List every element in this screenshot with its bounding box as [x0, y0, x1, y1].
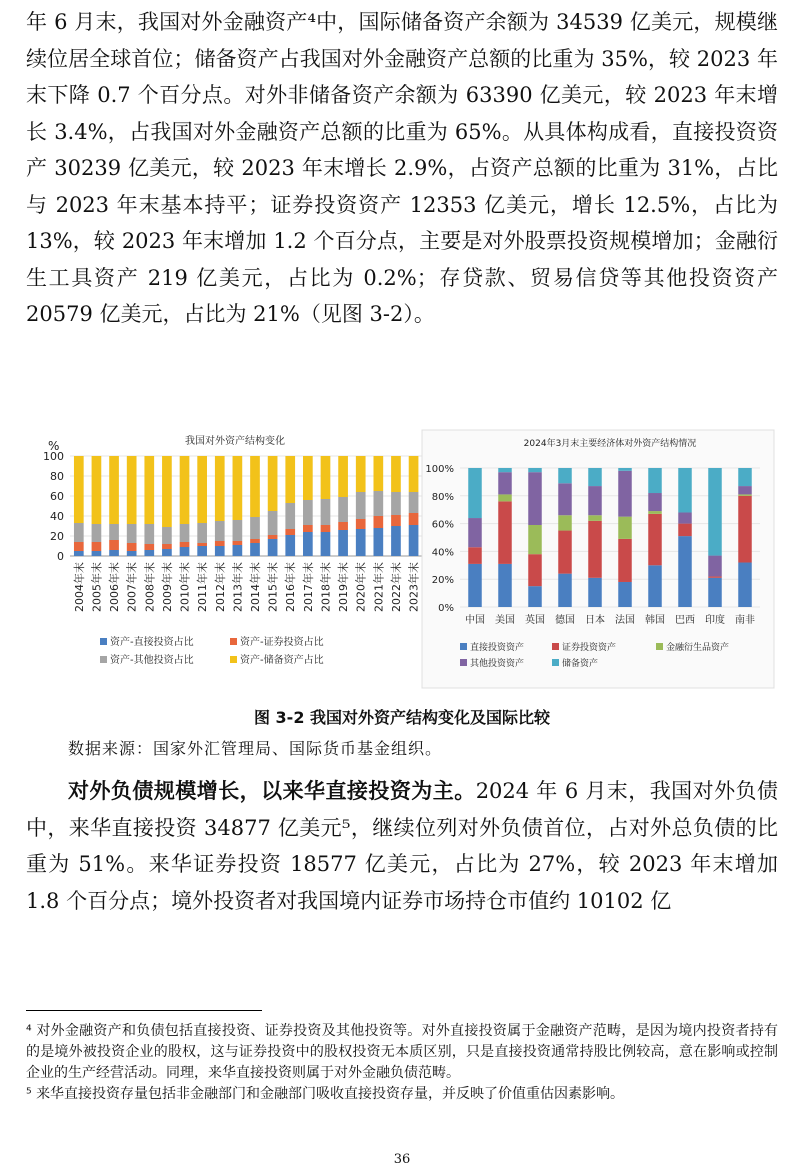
chart-1-bar-segment — [268, 511, 278, 535]
chart-2-bar-segment — [558, 531, 572, 574]
chart-1-bar-segment — [409, 525, 419, 556]
chart-1-bar-segment — [373, 516, 383, 528]
chart-1-bar-segment — [338, 530, 348, 556]
chart-2-bar-segment — [498, 494, 512, 501]
chart-2-bar-segment — [528, 586, 542, 607]
chart-1-bar-segment — [215, 521, 225, 541]
chart-1-bar-segment — [373, 456, 383, 491]
chart-1-legend-swatch — [100, 638, 107, 645]
chart-1-bar-segment — [303, 525, 313, 532]
chart-2-bar-segment — [468, 564, 482, 607]
chart-2-legend-label: 其他投资资产 — [470, 659, 525, 669]
chart-1-bar-segment — [356, 456, 366, 492]
chart-1-bar-segment — [285, 535, 295, 556]
chart-1-bar-segment — [356, 519, 366, 529]
chart-1-bar-segment — [268, 539, 278, 556]
chart-1-x-tick: 2007年末 — [125, 562, 139, 612]
chart-1-x-tick: 2023年末 — [407, 562, 421, 612]
chart-1-bar-segment — [215, 456, 225, 521]
chart-1-bar-segment — [338, 522, 348, 530]
chart-2-bar-segment — [468, 518, 482, 547]
chart-1-bar-segment — [250, 539, 260, 543]
chart-2-bar-segment — [708, 468, 722, 556]
chart-2-x-tick: 日本 — [585, 615, 605, 626]
chart-2-x-tick: 巴西 — [675, 615, 695, 626]
chart-1-bar-segment — [162, 544, 172, 549]
chart-2-legend-swatch — [552, 659, 559, 666]
chart-1-bar-segment — [373, 528, 383, 556]
chart-1-bar-segment — [144, 550, 154, 556]
chart-2-legend-label: 储备资产 — [562, 659, 599, 669]
figure-source: 数据来源：国家外汇管理局、国际货币基金组织。 — [68, 739, 443, 758]
chart-1-x-tick: 2009年末 — [160, 562, 174, 612]
chart-1-bar-segment — [180, 524, 190, 542]
chart-1-x-tick: 2019年末 — [337, 562, 351, 612]
chart-1-bar-segment — [250, 517, 260, 539]
chart-1-bar-segment — [144, 456, 154, 524]
chart-2-bar-segment — [678, 524, 692, 537]
chart-1-x-tick: 2012年末 — [213, 562, 227, 612]
chart-2-x-tick: 南非 — [735, 615, 755, 626]
footnote-divider — [26, 1010, 262, 1011]
chart-1-y-tick: 100 — [43, 450, 64, 463]
chart-2-bar-segment — [648, 493, 662, 511]
figure-title: 图 3-2 我国对外资产结构变化及国际比较 — [253, 708, 551, 727]
chart-1-bar-segment — [162, 527, 172, 544]
chart-2-bar-segment — [648, 514, 662, 565]
chart-1-bar-segment — [233, 456, 243, 520]
chart-1-x-tick: 2010年末 — [178, 562, 192, 612]
chart-2-x-tick: 印度 — [705, 615, 725, 626]
chart-2-x-tick: 韩国 — [645, 615, 665, 626]
chart-1-bar-segment — [356, 529, 366, 556]
chart-2-legend-label: 金融衍生品资产 — [666, 643, 730, 653]
chart-1-bar-segment — [197, 523, 207, 543]
chart-2-y-tick: 40% — [431, 547, 454, 559]
chart-1-bar-segment — [285, 503, 295, 529]
chart-2-bar-segment — [618, 468, 632, 471]
chart-2-title: 2024年3月末主要经济体对外资产结构情况 — [523, 439, 697, 449]
chart-2-legend-label: 直接投资资产 — [470, 643, 525, 653]
chart-1-bar-segment — [74, 551, 84, 556]
chart-1-bar-segment — [391, 456, 401, 492]
chart-1-bar-segment — [391, 526, 401, 556]
chart-2-bar-segment — [738, 496, 752, 563]
chart-1-bar-segment — [233, 541, 243, 545]
chart-1-x-tick: 2020年末 — [354, 562, 368, 612]
chart-1-bar-segment — [391, 492, 401, 515]
chart-1-x-tick: 2021年末 — [372, 562, 386, 612]
chart-2-bar-segment — [528, 554, 542, 586]
chart-1-bar-segment — [197, 456, 207, 523]
domestic-asset-structure-chart — [30, 428, 450, 698]
chart-1-title: 我国对外资产结构变化 — [185, 436, 285, 447]
international-asset-structure-chart — [420, 428, 780, 698]
chart-1-bar-segment — [303, 532, 313, 556]
chart-1-legend-swatch — [230, 638, 237, 645]
chart-2-bar-segment — [468, 468, 482, 518]
chart-1-bar-segment — [215, 541, 225, 546]
chart-1-x-tick: 2013年末 — [231, 562, 245, 612]
chart-1-bar-segment — [356, 492, 366, 519]
chart-2-bar-segment — [678, 512, 692, 523]
chart-1-bar-segment — [233, 545, 243, 556]
chart-1-bar-segment — [409, 456, 419, 492]
chart-2-bar-segment — [708, 578, 722, 607]
chart-2-bar-segment — [558, 468, 572, 483]
chart-1-bar-segment — [321, 456, 331, 499]
chart-2-bar-segment — [588, 515, 602, 521]
chart-2-bar-segment — [498, 564, 512, 607]
chart-1-bar-segment — [303, 500, 313, 525]
chart-1-y-tick: 40 — [50, 510, 64, 523]
chart-1-y-tick: 20 — [50, 530, 64, 543]
chart-2-bar-segment — [588, 468, 602, 486]
chart-1-x-tick: 2018年末 — [319, 562, 333, 612]
chart-2-bar-segment — [498, 501, 512, 564]
chart-2-x-tick: 法国 — [615, 615, 635, 626]
chart-1-x-tick: 2011年末 — [196, 562, 210, 612]
chart-1-bar-segment — [197, 546, 207, 556]
chart-1-bar-segment — [74, 456, 84, 523]
chart-1-bar-segment — [109, 540, 119, 550]
chart-2-bar-segment — [618, 471, 632, 517]
chart-1-bar-segment — [373, 491, 383, 516]
chart-1-bar-segment — [127, 551, 137, 556]
chart-1-x-tick: 2014年末 — [249, 562, 262, 612]
chart-2-bar-segment — [468, 547, 482, 564]
chart-1-bar-segment — [74, 542, 84, 551]
page-number: 36 — [393, 1152, 411, 1167]
chart-1-bar-segment — [338, 456, 348, 497]
chart-2-bar-segment — [498, 472, 512, 494]
chart-1-x-tick: 2016年末 — [284, 562, 298, 612]
chart-1-y-tick: 0 — [57, 550, 64, 563]
paragraph-2-heading: 对外负债规模增长，以来华直接投资为主。 — [68, 778, 476, 803]
chart-1-bar-segment — [409, 513, 419, 525]
chart-2-bar-segment — [648, 565, 662, 607]
chart-1-bar-segment — [92, 524, 102, 542]
chart-2-bar-segment — [528, 468, 542, 472]
chart-2-legend-swatch — [656, 643, 663, 650]
chart-2-y-tick: 0% — [438, 603, 454, 614]
chart-2-x-tick: 英国 — [525, 615, 545, 626]
chart-2-bar-segment — [618, 517, 632, 539]
chart-1-bar-segment — [127, 456, 137, 524]
chart-1-bar-segment — [197, 543, 207, 546]
chart-1-bar-segment — [92, 456, 102, 524]
chart-1-bar-segment — [92, 542, 102, 551]
paragraph-2-text: 2024 年 6 月末，我国对外负债中，来华直接投资 34877 亿美元⁵，继续位列对外负债首位，占对外总负债的比重为 51%。来华证券投资 18577 亿美元，占比为 27%，较 2023 年末增加 1.8 个百分点；境外投资者对我国境内证券市场持仓市值约 10102 亿 — [26, 779, 778, 913]
chart-2-legend-swatch — [460, 643, 467, 650]
footnote-5: ⁵ 来华直接投资存量包括非金融部门和金融部门吸收直接投资存量，并反映了价值重估因素影响。 — [26, 1086, 625, 1102]
chart-2-bar-segment — [498, 468, 512, 472]
footnotes — [26, 1021, 778, 1105]
chart-1-bar-segment — [180, 456, 190, 524]
chart-1-bar-segment — [250, 456, 260, 517]
chart-2-y-tick: 100% — [425, 464, 454, 475]
chart-1-x-tick: 2015年末 — [266, 562, 280, 612]
chart-1-bar-segment — [144, 524, 154, 544]
chart-1-bar-segment — [162, 549, 172, 556]
chart-1-legend-label: 资产-其他投资占比 — [110, 655, 194, 666]
chart-2-bar-segment — [588, 486, 602, 515]
chart-2-bar-segment — [648, 511, 662, 514]
chart-1-bar-segment — [321, 532, 331, 556]
chart-1-bar-segment — [268, 535, 278, 539]
chart-1-bar-segment — [144, 544, 154, 550]
chart-2-bar-segment — [738, 494, 752, 495]
chart-1-legend-label: 资产-直接投资占比 — [110, 637, 194, 648]
chart-2-y-tick: 20% — [431, 575, 454, 587]
body-paragraph-1: 年 6 月末，我国对外金融资产⁴中，国际储备资产余额为 34539 亿美元，规模继续位居全球首位；储备资产占我国对外金融资产总额的比重为 35%，较 2023 年末下降 0.7 个百分点。对外非储备资产余额为 63390 亿美元，较 2023 年末增长 3.4%，占我国对外金融资产总额的比重为 65%。从具体构成看，直接投资资产 30239 亿美元，较 2023 年末增长 2.9%，占资产总额的比重为 31%，占比与 2023 年末基本持平；证券投资资产 12353 亿美元，增长 12.5%，占比为 13%，较 2023 年末增加 1.2 个百分点，主要是对外股票投资规模增加；金融衍生工具资产 219 亿美元，占比为 0.2%；存贷款、贸易信贷等其他投资资产 20579 亿美元，占比为 21%（见图 3-2）。 — [26, 10, 778, 326]
chart-1-bar-segment — [109, 456, 119, 524]
footnote-4: ⁴ 对外金融资产和负债包括直接投资、证券投资及其他投资等。对外直接投资属于金融资产范畴，是因为境内投资者持有的是境外被投资企业的股权，这与证券投资中的股权投资无本质区别，只是直接投资通常持股比例较高，意在影响或控制企业的生产经营活动。同理，来华直接投资则属于对外金融负债范畴。 — [26, 1023, 778, 1081]
chart-1-x-tick: 2008年末 — [143, 562, 157, 612]
chart-2-legend-label: 证券投资资产 — [562, 643, 617, 653]
chart-2-bar-segment — [528, 525, 542, 554]
chart-1-bar-segment — [321, 525, 331, 532]
chart-1-bar-segment — [303, 456, 313, 500]
chart-2-bar-segment — [678, 536, 692, 607]
chart-2-bar-segment — [678, 468, 692, 512]
chart-2-bar-segment — [708, 556, 722, 577]
chart-1-legend-label: 资产-证券投资占比 — [240, 637, 324, 648]
chart-1-bar-segment — [285, 529, 295, 535]
chart-1-bar-segment — [268, 456, 278, 511]
chart-1-bar-segment — [127, 543, 137, 551]
chart-2-x-tick: 中国 — [465, 615, 485, 626]
chart-1-bar-segment — [215, 546, 225, 556]
chart-1-bar-segment — [127, 524, 137, 543]
chart-1-legend-label: 资产-储备资产占比 — [240, 655, 324, 666]
chart-2-bar-segment — [528, 472, 542, 525]
chart-1-bar-segment — [338, 497, 348, 522]
chart-2-bar-segment — [588, 578, 602, 607]
chart-1-bar-segment — [409, 492, 419, 513]
chart-2-x-tick: 德国 — [555, 615, 575, 626]
chart-2-bar-segment — [738, 563, 752, 607]
chart-1-bar-segment — [285, 456, 295, 503]
chart-1-bar-segment — [180, 542, 190, 547]
chart-1-legend-swatch — [100, 656, 107, 663]
chart-2-x-tick: 美国 — [495, 615, 515, 626]
chart-2-bar-segment — [558, 574, 572, 607]
body-paragraph-2 — [26, 773, 778, 919]
chart-1-bar-segment — [233, 520, 243, 541]
chart-2-bar-segment — [648, 468, 662, 493]
chart-2-y-tick: 60% — [431, 519, 454, 531]
chart-2-bar-segment — [588, 521, 602, 578]
chart-2-bar-segment — [738, 468, 752, 486]
chart-2-bar-segment — [558, 483, 572, 515]
chart-1-x-tick: 2005年末 — [90, 562, 104, 612]
chart-1-bar-segment — [321, 499, 331, 525]
chart-1-legend-swatch — [230, 656, 237, 663]
chart-1-bar-segment — [92, 551, 102, 556]
chart-1-bar-segment — [250, 543, 260, 556]
chart-1-y-tick: 80 — [50, 470, 64, 483]
chart-1-y-tick: 60 — [50, 490, 64, 503]
chart-1-x-tick: 2004年末 — [72, 562, 86, 612]
chart-1-bar-segment — [74, 523, 84, 542]
chart-1-bar-segment — [109, 550, 119, 556]
chart-1-x-tick: 2006年末 — [108, 562, 122, 612]
chart-2-bar-segment — [618, 539, 632, 582]
chart-1-bar-segment — [162, 456, 172, 527]
chart-1-bar-segment — [109, 524, 119, 540]
chart-2-y-tick: 80% — [431, 491, 454, 503]
chart-2-legend-swatch — [460, 659, 467, 666]
chart-1-y-unit: % — [48, 439, 60, 453]
chart-1-x-tick: 2017年末 — [301, 562, 315, 612]
chart-1-x-tick: 2022年末 — [389, 562, 403, 612]
chart-2-bar-segment — [558, 515, 572, 530]
chart-2-bar-segment — [708, 576, 722, 577]
chart-2-bar-segment — [738, 486, 752, 494]
chart-1-bar-segment — [180, 547, 190, 556]
chart-2-legend-swatch — [552, 643, 559, 650]
chart-1-bar-segment — [391, 515, 401, 526]
chart-2-bar-segment — [618, 582, 632, 607]
